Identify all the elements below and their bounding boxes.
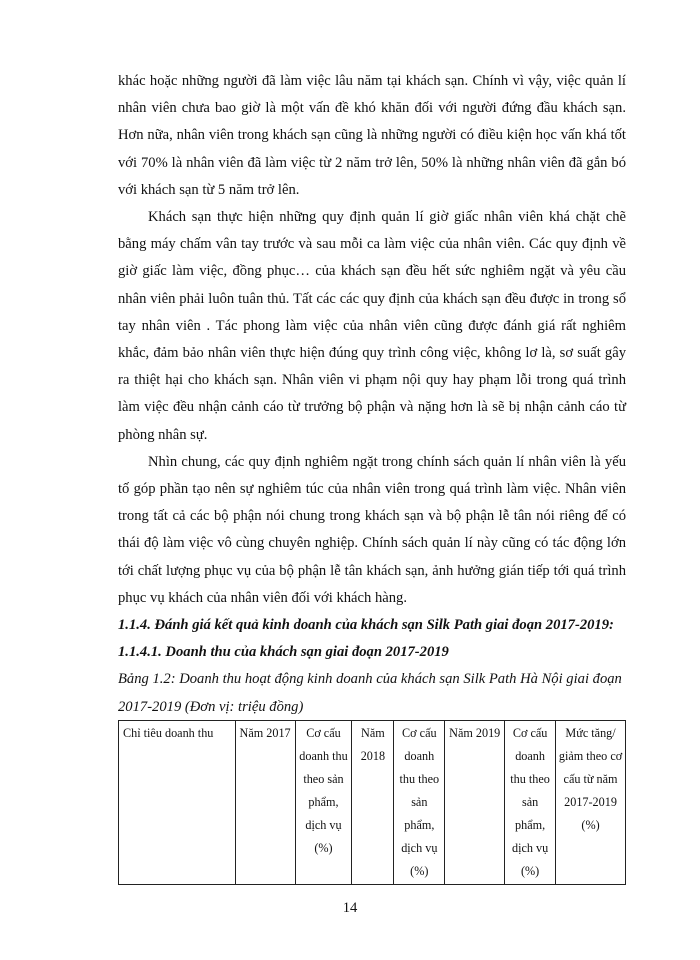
subsection-heading: 1.1.4.1. Doanh thu của khách sạn giai đoạn 2017-2019 <box>118 644 449 661</box>
header-cell: Năm 2019 <box>445 721 505 885</box>
header-cell: Chỉ tiêu doanh thu <box>119 721 236 885</box>
header-cell: Cơ cấu doanh thu theo sản phẩm, dịch vụ (%) <box>394 721 445 885</box>
document-body <box>118 68 626 721</box>
page-number: 14 <box>342 900 358 916</box>
header-cell: Năm 2018 <box>352 721 394 885</box>
header-cell: Cơ cấu doanh thu theo sản phẩm, dịch vụ (%) <box>505 721 556 885</box>
revenue-table <box>118 720 626 885</box>
table-header-row <box>119 721 626 885</box>
table-caption: Bảng 1.2: Doanh thu hoạt động kinh doanh của khách sạn Silk Path Hà Nội giai đoạn 2017-2019 (Đơn vị: triệu đồng) <box>118 671 622 715</box>
header-cell: Cơ cấu doanh thu theo sản phẩm, dịch vụ (%) <box>295 721 352 885</box>
header-cell: Năm 2017 <box>235 721 295 885</box>
paragraph-3: Nhìn chung, các quy định nghiêm ngặt trong chính sách quản lí nhân viên là yếu tố góp phần tạo nên sự nghiêm túc của nhân viên trong quá trình làm việc. Nhân viên trong tất cả các bộ phận nói chung trong khách sạn và bộ phận lễ tân nói riêng để có thái độ làm việc vô cùng chuyên nghiệp. Chính sách quản lí này cũng có tác động lớn tới chất lượng phục vụ của bộ phận lễ tân khách sạn, ảnh hưởng gián tiếp tới quá trình phục vụ khách của nhân viên đối với khách hàng. <box>118 453 626 606</box>
header-cell: Mức tăng/ giảm theo cơ cấu từ năm 2017-2019 (%) <box>556 721 626 885</box>
paragraph-1: khác hoặc những người đã làm việc lâu năm tại khách sạn. Chính vì vậy, việc quản lí nhân viên chưa bao giờ là một vấn đề khó khăn đối với người đứng đầu khách sạn. Hơn nữa, nhân viên trong khách sạn cũng là những người có điều kiện học vấn khá tốt với 70% là nhân viên đã làm việc từ 2 năm trở lên, 50% là những nhân viên đã gắn bó với khách sạn từ 5 năm trở lên. <box>118 73 626 198</box>
section-heading: 1.1.4. Đánh giá kết quả kinh doanh của khách sạn Silk Path giai đoạn 2017-2019: <box>118 617 614 634</box>
paragraph-2: Khách sạn thực hiện những quy định quản lí giờ giấc nhân viên khá chặt chẽ bằng máy chấm vân tay trước và sau mỗi ca làm việc của nhân viên. Các quy định về giờ giấc làm việc, đồng phục… của khách sạn đều hết sức nghiêm ngặt và yêu cầu nhân viên phải luôn tuân thủ. Tất các các quy định của khách sạn đều được in trong sổ tay nhân viên . Tác phong làm việc của nhân viên cũng được đánh giá rất nghiêm khắc, đảm bảo nhân viên thực hiện đúng quy trình công việc, không lơ là, sơ suất gây ra thiệt hại cho khách sạn. Nhân viên vi phạm nội quy hay phạm lỗi trong quá trình làm việc đều nhận cảnh cáo từ trưởng bộ phận và nặng hơn là sẽ bị nhận cảnh cáo từ phòng nhân sự. <box>118 209 626 443</box>
